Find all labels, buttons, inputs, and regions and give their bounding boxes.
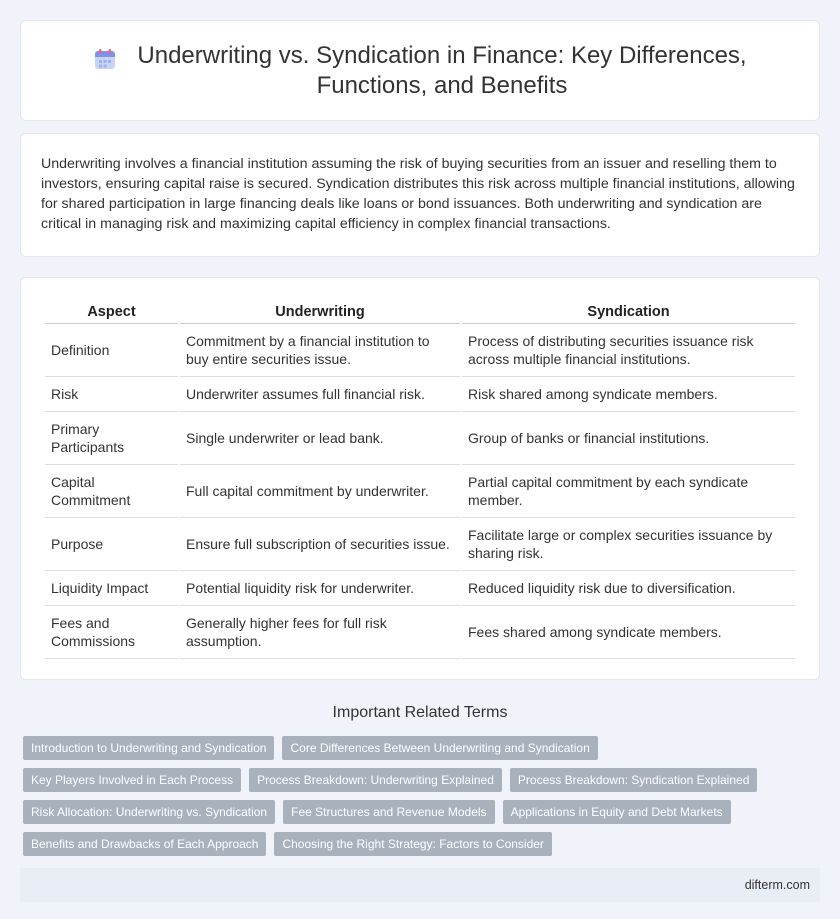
- header-card: [20, 20, 820, 121]
- related-term-link[interactable]: Process Breakdown: Underwriting Explained: [249, 768, 502, 792]
- cell-underwriting: Ensure full subscription of securities issue.: [180, 518, 460, 571]
- header-underwriting: Underwriting: [180, 300, 460, 324]
- table-row: [45, 465, 795, 518]
- table-row: [45, 377, 795, 412]
- cell-underwriting: Full capital commitment by underwriter.: [180, 465, 460, 518]
- cell-underwriting: Commitment by a financial institution to buy entire securities issue.: [180, 324, 460, 377]
- related-term-link[interactable]: Key Players Involved in Each Process: [23, 768, 241, 792]
- page-title: [137, 41, 746, 101]
- table-header-row: [45, 300, 795, 324]
- table-row: [45, 412, 795, 465]
- header-aspect: Aspect: [45, 300, 178, 324]
- related-term-link[interactable]: Fee Structures and Revenue Models: [283, 800, 494, 824]
- related-terms-heading: Important Related Terms: [332, 704, 508, 721]
- related-term-link[interactable]: Core Differences Between Underwriting and Syndication: [282, 736, 597, 760]
- table-row: [45, 324, 795, 377]
- intro-text: Underwriting involves a financial institution assuming the risk of buying securities from an issuer and reselling them to investors, ensuring capital raise is secured. Syndication distributes this risk across multiple financial institutions, allowing for shared participation in large financing deals like loans or bond issuances. Both underwriting and syndication are critical in managing risk and maximizing capital efficiency in complex financial transactions.: [41, 156, 795, 232]
- header-syndication: Syndication: [462, 300, 795, 324]
- cell-underwriting: Generally higher fees for full risk assumption.: [180, 606, 460, 659]
- cell-underwriting: Underwriter assumes full financial risk.: [180, 377, 460, 412]
- cell-aspect: Purpose: [45, 518, 178, 571]
- related-term-link[interactable]: Process Breakdown: Syndication Explained: [510, 768, 757, 792]
- cell-aspect: Primary Participants: [45, 412, 178, 465]
- cell-syndication: Partial capital commitment by each syndicate member.: [462, 465, 795, 518]
- cell-syndication: Process of distributing securities issuance risk across multiple financial institutions.: [462, 324, 795, 377]
- site-name[interactable]: difterm.com: [744, 878, 810, 892]
- related-term-link[interactable]: Choosing the Right Strategy: Factors to Consider: [274, 832, 551, 856]
- cell-aspect: Definition: [45, 324, 178, 377]
- cell-underwriting: Potential liquidity risk for underwriter.: [180, 571, 460, 606]
- table-row: [45, 571, 795, 606]
- title-line-1: Underwriting vs. Syndication in Finance: Key Differences,: [137, 41, 747, 69]
- cell-underwriting: Single underwriter or lead bank.: [180, 412, 460, 465]
- cell-syndication: Reduced liquidity risk due to diversification.: [462, 571, 795, 606]
- related-term-link[interactable]: Benefits and Drawbacks of Each Approach: [23, 832, 266, 856]
- cell-aspect: Liquidity Impact: [45, 571, 178, 606]
- cell-aspect: Risk: [45, 377, 178, 412]
- table-row: [45, 518, 795, 571]
- related-term-link[interactable]: Risk Allocation: Underwriting vs. Syndication: [23, 800, 275, 824]
- cell-aspect: Capital Commitment: [45, 465, 178, 518]
- related-term-link[interactable]: Applications in Equity and Debt Markets: [503, 800, 731, 824]
- cell-aspect: Fees and Commissions: [45, 606, 178, 659]
- calendar-icon: [93, 47, 117, 71]
- cell-syndication: Group of banks or financial institutions.: [462, 412, 795, 465]
- table-row: [45, 606, 795, 659]
- intro-card: [20, 133, 820, 257]
- cell-syndication: Fees shared among syndicate members.: [462, 606, 795, 659]
- cell-syndication: Facilitate large or complex securities issuance by sharing risk.: [462, 518, 795, 571]
- comparison-table-card: [20, 277, 820, 680]
- footer: [20, 868, 820, 902]
- cell-syndication: Risk shared among syndicate members.: [462, 377, 795, 412]
- title-line-2: Functions, and Benefits: [316, 71, 568, 99]
- related-term-link[interactable]: Introduction to Underwriting and Syndication: [23, 736, 274, 760]
- comparison-table: [43, 300, 797, 659]
- related-terms-list: [23, 736, 817, 864]
